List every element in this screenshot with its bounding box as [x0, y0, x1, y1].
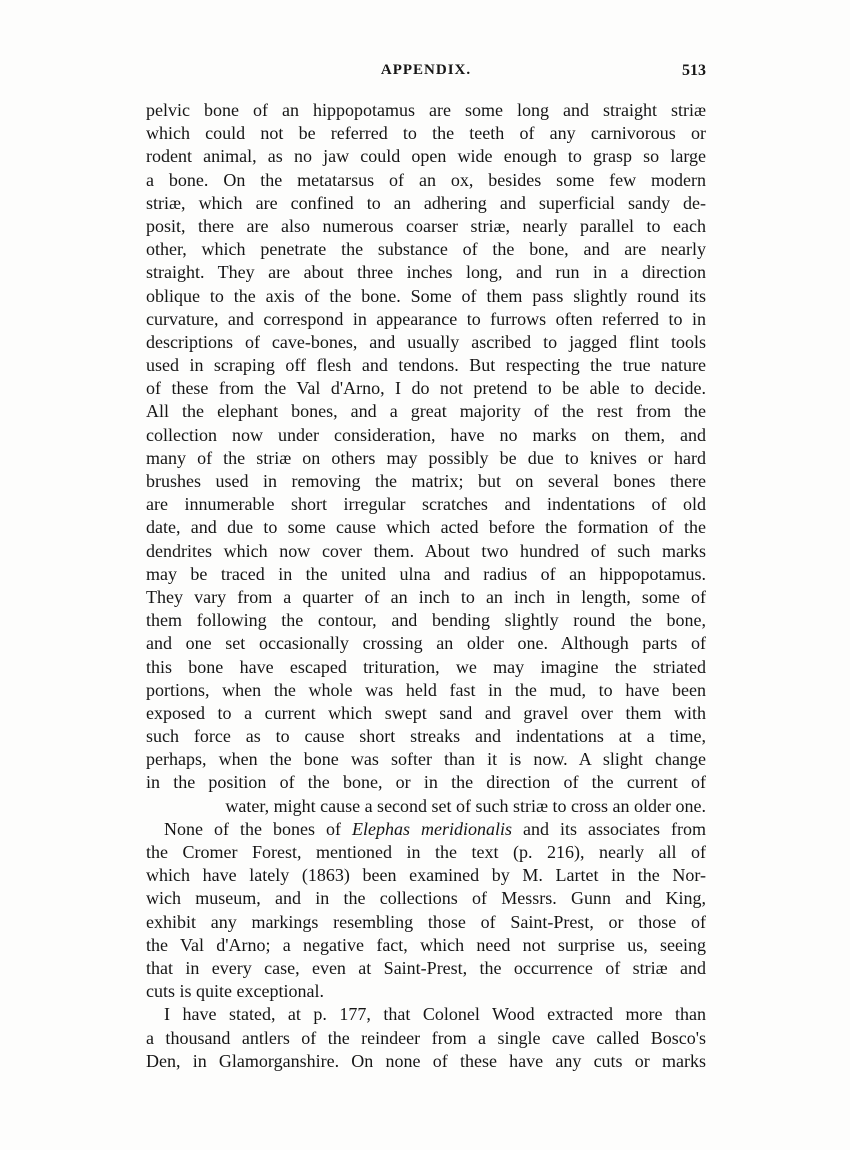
text-line: exposed to a current which swept sand and gravel over them with	[146, 702, 706, 723]
text-line: curvature, and correspond in appearance to furrows often referred to in	[146, 308, 706, 329]
text-line: a bone. On the metatarsus of an ox, besides some few modern	[146, 169, 706, 190]
running-head-title: APPENDIX.	[380, 62, 472, 78]
text-line: used in scraping off flesh and tendons. But respecting the true nature	[146, 355, 706, 376]
text-line: collection now under consideration, have no marks on them, and	[146, 424, 706, 445]
text-line: perhaps, when the bone was softer than it is now. A slight change	[146, 749, 706, 770]
text-line: Den, in Glamorganshire. On none of these have any cuts or marks	[146, 1050, 706, 1071]
text-line: oblique to the axis of the bone. Some of them pass slightly round its	[146, 285, 706, 306]
text-line: which have lately (1863) been examined by M. Lartet in the Nor-	[146, 865, 706, 886]
text-line: such force as to cause short streaks and indentations at a time,	[146, 726, 706, 747]
text-line: this bone have escaped trituration, we may imagine the striated	[146, 656, 706, 677]
text-line: All the elephant bones, and a great majority of the rest from the	[146, 401, 706, 422]
text-line: brushes used in removing the matrix; but on several bones there	[146, 471, 706, 491]
text-line: descriptions of cave-bones, and usually ascribed to jagged flint tools	[146, 331, 706, 352]
text-run: None of the bones of	[164, 818, 352, 839]
text-line: may be traced in the united ulna and radius of an hippopotamus.	[146, 563, 706, 584]
species-name: Elephas meridionalis	[352, 818, 512, 839]
text-line: a thousand antlers of the reindeer from a single cave called Bosco's	[146, 1027, 706, 1048]
text-line: straight. They are about three inches long, and run in a direction	[146, 262, 706, 283]
text-line: rodent animal, as no jaw could open wide enough to grasp so large	[146, 146, 706, 167]
text-line: the Val d'Arno; a negative fact, which need not surprise us, seeing	[146, 934, 706, 955]
text-line: cuts is quite exceptional.	[146, 981, 324, 1002]
text-line: pelvic bone of an hippopotamus are some long and straight striæ	[146, 100, 706, 120]
text-line: dendrites which now cover them. About two hundred of such marks	[146, 540, 706, 561]
text-line: them following the contour, and bending slightly round the bone,	[146, 610, 706, 631]
text-line: and one set occasionally crossing an older one. Although parts of	[146, 633, 706, 654]
text-line: many of the striæ on others may possibly be due to knives or hard	[146, 447, 706, 468]
page-number: 513	[682, 62, 706, 79]
text-line: that in every case, even at Saint-Prest, the occurrence of striæ and	[146, 957, 706, 978]
text-line: date, and due to some cause which acted before the formation of the	[146, 517, 706, 538]
paragraph-first-line	[146, 818, 706, 841]
text-line: the Cromer Forest, mentioned in the text (p. 216), nearly all of	[146, 842, 706, 862]
text-line: water, might cause a second set of such striæ to cross an older one.	[225, 795, 706, 816]
text-line: other, which penetrate the substance of the bone, and are nearly	[146, 239, 706, 260]
body-text	[146, 99, 706, 1073]
text-line: which could not be referred to the teeth of any carnivorous or	[146, 123, 706, 144]
text-line: striæ, which are confined to an adhering and superficial sandy de-	[146, 192, 706, 213]
text-line: They vary from a quarter of an inch to an inch in length, some of	[146, 586, 706, 607]
text-line: of these from the Val d'Arno, I do not pretend to be able to decide.	[146, 378, 706, 399]
text-line: in the position of the bone, or in the direction of the current of	[146, 772, 706, 793]
running-head	[146, 62, 706, 84]
text-line: exhibit any markings resembling those of Saint-Prest, or those of	[146, 911, 706, 932]
text-run: and its associates from	[512, 818, 706, 839]
text-line: wich museum, and in the collections of Messrs. Gunn and King,	[146, 888, 706, 909]
text-line: are innumerable short irregular scratches and indentations of old	[146, 494, 706, 515]
text-line: portions, when the whole was held fast in the mud, to have been	[146, 679, 706, 700]
text-line: posit, there are also numerous coarser striæ, nearly parallel to each	[146, 215, 706, 236]
paragraph-first-line: I have stated, at p. 177, that Colonel Wood extracted more than	[164, 1004, 706, 1025]
